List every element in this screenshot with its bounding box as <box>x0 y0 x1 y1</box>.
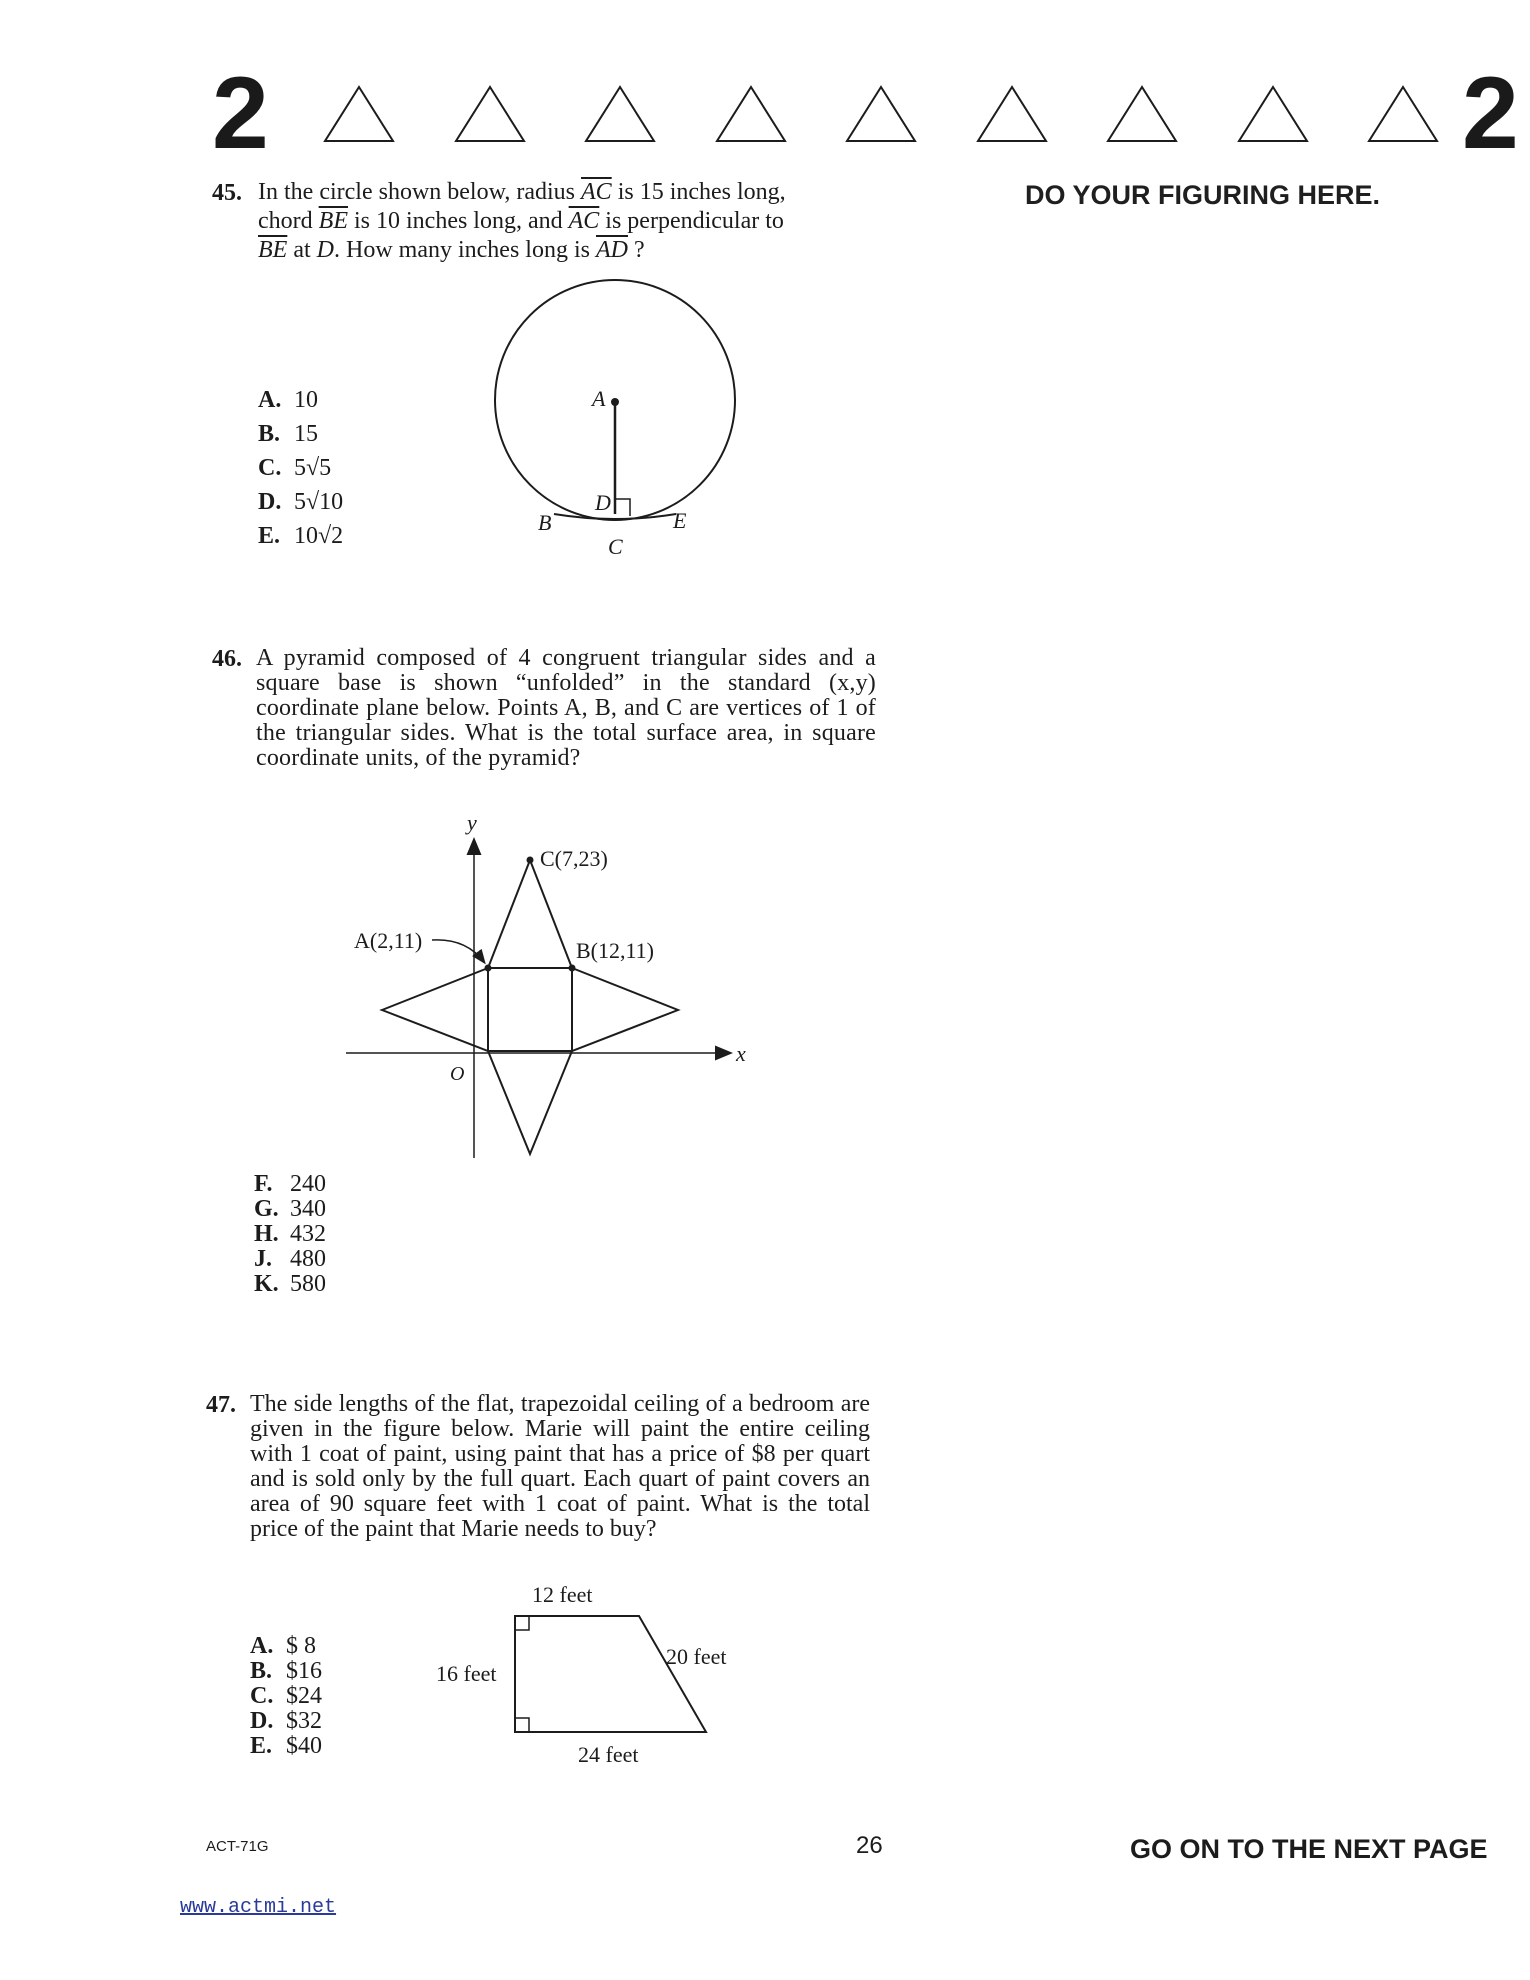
option-c[interactable]: C. 5√5 <box>258 455 332 481</box>
option-f[interactable]: F. 240 <box>254 1171 326 1197</box>
label-a: A(2,11) <box>354 928 423 953</box>
page-number: 26 <box>856 1832 883 1859</box>
label-bottom: 24 feet <box>578 1742 639 1767</box>
label-e: E <box>673 508 687 533</box>
right-angle-bottom <box>515 1718 529 1732</box>
label-b: B <box>538 510 552 535</box>
y-axis-label: y <box>467 810 477 835</box>
x-axis-label: x <box>736 1041 746 1066</box>
site-link[interactable]: www.actmi.net <box>180 1896 337 1919</box>
section-triangle-icon <box>1105 84 1179 144</box>
option-d[interactable]: D. 5√10 <box>258 489 344 515</box>
point-a <box>611 398 619 406</box>
triangle-left <box>382 968 488 1051</box>
section-triangle-icon <box>453 84 527 144</box>
q46-text: A pyramid composed of 4 congruent triangular sides and a square base is shown “unfolded” in the standard (x,y) coordinate plane below. Points A, B, and C are vertices of 1 of the triangular sides. What is the total surface area, in square coordinate units, of the pyramid? <box>256 645 876 771</box>
option-b[interactable]: B. $16 <box>250 1658 322 1684</box>
figuring-heading: DO YOUR FIGURING HERE. <box>1025 180 1381 210</box>
label-d: D <box>595 490 611 515</box>
option-k[interactable]: K. 580 <box>254 1271 326 1297</box>
chord-be <box>554 514 676 519</box>
section-triangle-icon <box>1366 84 1440 144</box>
pyramid-net-figure <box>340 808 760 1168</box>
point-c <box>527 857 534 864</box>
section-triangle-icon <box>844 84 918 144</box>
q46-number: 46. <box>212 646 242 672</box>
triangle-right <box>572 968 678 1051</box>
point-b <box>569 965 576 972</box>
section-number-right: 2 <box>1462 56 1519 170</box>
q47-options <box>250 1634 322 1759</box>
q45-text: In the circle shown below, radius $\overline{AC}$ is 15 inches long, chord $\overline{BE}$ is 10 inches long, and $\overline{AC}$ is perpendicular to $\overline{BE}$ at D. How many inches long is $\overline{AD}$ ? <box>258 179 786 263</box>
right-angle-mark <box>615 499 630 516</box>
section-triangle-icon <box>322 84 396 144</box>
q45-number: 45. <box>212 180 242 206</box>
triangle-bottom <box>488 1051 572 1154</box>
label-top: 12 feet <box>532 1582 593 1607</box>
section-triangle-icon <box>975 84 1049 144</box>
label-c: C(7,23) <box>540 846 608 871</box>
option-h[interactable]: H. 432 <box>254 1221 326 1247</box>
section-triangle-icon <box>583 84 657 144</box>
trapezoid-figure <box>430 1572 760 1772</box>
option-g[interactable]: G. 340 <box>254 1196 326 1222</box>
option-c[interactable]: C. $24 <box>250 1683 322 1709</box>
section-number-left: 2 <box>212 56 269 170</box>
label-left: 16 feet <box>436 1661 497 1686</box>
option-a[interactable]: A. 10 <box>258 387 318 413</box>
option-b[interactable]: B. 15 <box>258 421 318 447</box>
label-c: C <box>608 534 623 559</box>
origin-label: O <box>450 1063 465 1085</box>
label-a-pointer <box>432 940 484 962</box>
label-a: A <box>592 386 606 411</box>
square-base <box>488 968 572 1051</box>
test-code: ACT-71G <box>206 1838 269 1855</box>
section-triangle-icon <box>1236 84 1310 144</box>
q45-options <box>258 388 343 558</box>
next-page-notice: GO ON TO THE NEXT PAGE <box>1130 1834 1488 1864</box>
option-a[interactable]: A. $ 8 <box>250 1633 316 1659</box>
q46-options <box>254 1172 326 1297</box>
q47-text: The side lengths of the flat, trapezoidal ceiling of a bedroom are given in the figure below. Marie will paint the entire ceiling with 1 coat of paint, using paint that has a price of $8 per quart and is sold only by the full quart. Each quart of paint covers an area of 90 square feet with 1 coat of paint. What is the total price of the paint that Marie needs to buy? <box>250 1391 870 1542</box>
trapezoid <box>515 1616 706 1732</box>
q47-number: 47. <box>206 1392 236 1418</box>
right-angle-top <box>515 1616 529 1630</box>
option-e[interactable]: E. $40 <box>250 1733 322 1759</box>
label-b: B(12,11) <box>576 938 655 963</box>
option-j[interactable]: J. 480 <box>254 1246 326 1272</box>
option-e[interactable]: E. 10√2 <box>258 523 344 549</box>
label-slant: 20 feet <box>666 1644 727 1669</box>
point-a <box>485 965 492 972</box>
section-triangle-icon <box>714 84 788 144</box>
option-d[interactable]: D. $32 <box>250 1708 322 1734</box>
triangle-top <box>488 860 572 968</box>
circle-figure <box>490 278 750 568</box>
